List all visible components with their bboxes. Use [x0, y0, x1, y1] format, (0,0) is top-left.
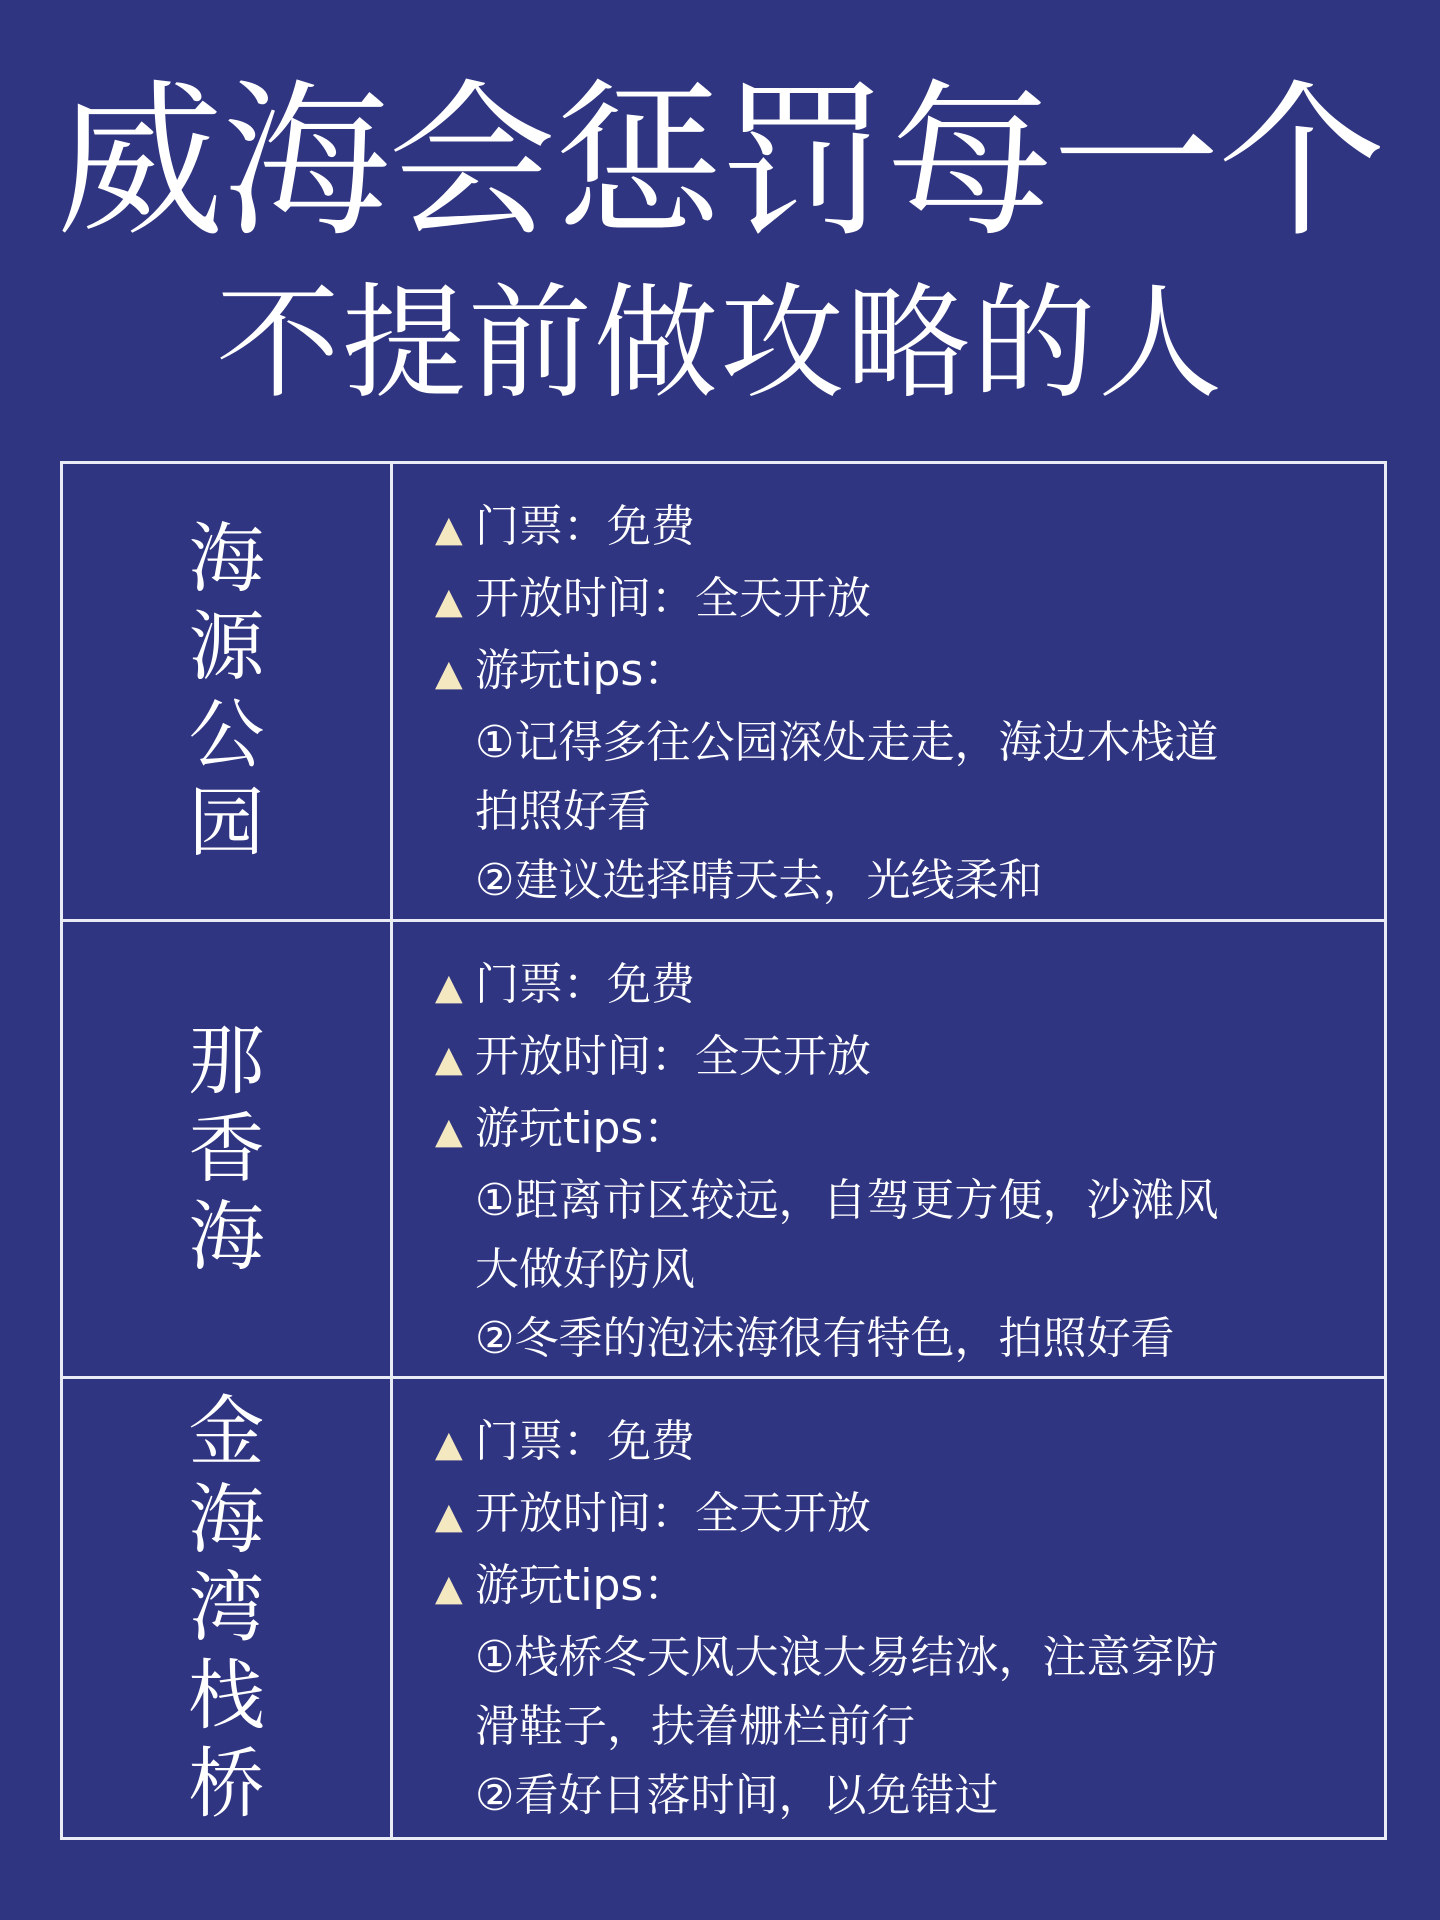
hours-text: 开放时间：全天开放	[475, 1030, 871, 1082]
tip-text: ②冬季的泡沫海很有特色，拍照好看	[475, 1312, 1175, 1364]
ticket-line	[435, 492, 1344, 564]
triangle-icon: ▲	[435, 966, 463, 1008]
spot-info-cell	[393, 464, 1384, 922]
tips-label: 游玩tips：	[475, 645, 688, 696]
ticket-text: 门票：免费	[475, 1416, 695, 1468]
tips-label-line	[435, 1551, 1344, 1623]
ticket-line	[435, 950, 1344, 1022]
spot-info-cell	[393, 922, 1384, 1380]
tip-text: ②建议选择晴天去，光线柔和	[475, 855, 1043, 906]
tip-text: ②看好日落时间，以免错过	[475, 1770, 999, 1822]
tip-text: ①距离市区较远，自驾更方便，沙滩风	[475, 1174, 1219, 1226]
tips-label-line	[435, 1094, 1344, 1166]
tip-text: 大做好防风	[475, 1243, 695, 1295]
tip-text: ①记得多往公园深处走走，海边木栈道	[475, 717, 1219, 768]
page-title: 威海会惩罚每一个	[56, 64, 1384, 260]
tips-label: 游玩tips：	[475, 1560, 688, 1612]
triangle-icon: ▲	[435, 581, 463, 622]
triangle-icon: ▲	[435, 1038, 463, 1080]
triangle-icon: ▲	[435, 653, 463, 694]
hours-line	[435, 1022, 1344, 1094]
tip-text: 滑鞋子，扶着栅栏前行	[475, 1701, 915, 1753]
spot-name-cell	[63, 464, 393, 922]
spot-info-cell	[393, 1379, 1384, 1837]
triangle-icon: ▲	[435, 509, 463, 550]
ticket-line	[435, 1407, 1344, 1479]
spot-name: 那香海	[188, 1015, 265, 1281]
ticket-text: 门票：免费	[475, 501, 695, 552]
spot-name: 海源公园	[188, 514, 265, 868]
tips-label-line	[435, 636, 1344, 708]
hours-line	[435, 564, 1344, 636]
ticket-text: 门票：免费	[475, 958, 695, 1010]
tip-text: 拍照好看	[475, 786, 651, 837]
hours-line	[435, 1479, 1344, 1551]
spot-name-cell	[63, 1379, 393, 1837]
triangle-icon: ▲	[435, 1496, 463, 1538]
hours-text: 开放时间：全天开放	[475, 573, 871, 624]
triangle-icon: ▲	[435, 1110, 463, 1152]
tip-text: ①栈桥冬天风大浪大易结冰，注意穿防	[475, 1632, 1219, 1684]
attraction-table	[60, 461, 1387, 1840]
spot-name-cell	[63, 922, 393, 1380]
hours-text: 开放时间：全天开放	[475, 1488, 871, 1540]
triangle-icon: ▲	[435, 1568, 463, 1610]
spot-name: 金海湾栈桥	[188, 1387, 265, 1829]
triangle-icon: ▲	[435, 1424, 463, 1466]
page-subtitle: 不提前做攻略的人	[215, 272, 1224, 416]
tips-label: 游玩tips：	[475, 1102, 688, 1154]
